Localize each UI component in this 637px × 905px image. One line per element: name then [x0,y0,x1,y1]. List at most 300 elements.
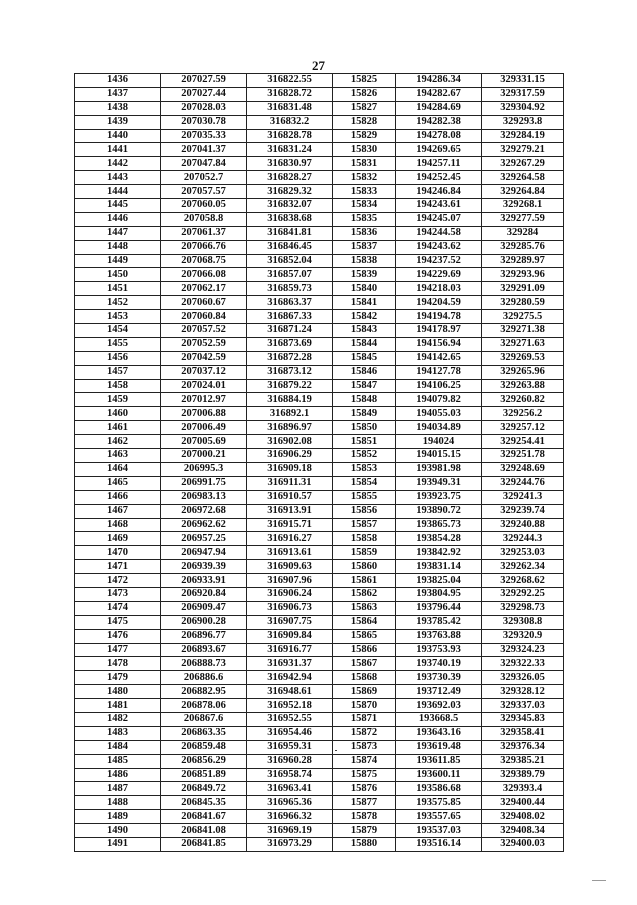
cell-point-a-y: 316942.94 [247,671,333,685]
table-row [75,824,564,838]
cell-point-b-x: 193600.11 [396,768,482,782]
cell-point-a-x: 207057.52 [161,324,247,338]
cell-point-b-id: 15842 [333,310,396,324]
cell-point-a-y: 316907.96 [247,574,333,588]
cell-point-a-id: 1488 [75,796,161,810]
cell-point-b-id: 15852 [333,449,396,463]
cell-point-a-x: 207006.88 [161,407,247,421]
cell-point-b-id: 15856 [333,504,396,518]
cell-point-a-id: 1463 [75,449,161,463]
table-row [75,365,564,379]
cell-point-b-x: 194252.45 [396,171,482,185]
cell-point-b-x: 194282.38 [396,115,482,129]
table-row [75,393,564,407]
cell-point-a-x: 207027.59 [161,74,247,88]
cell-point-b-x: 193516.14 [396,837,482,851]
cell-point-b-y: 329262.34 [482,560,564,574]
table-row [75,837,564,851]
cell-point-a-y: 316906.73 [247,601,333,615]
cell-point-b-x: 193643.16 [396,726,482,740]
table-row [75,657,564,671]
cell-point-b-x: 194284.69 [396,101,482,115]
cell-point-b-y: 329277.59 [482,212,564,226]
coordinate-table-body [75,74,564,852]
cell-point-b-y: 329253.03 [482,546,564,560]
cell-point-a-y: 316913.61 [247,546,333,560]
cell-point-a-x: 207024.01 [161,379,247,393]
cell-point-a-y: 316916.27 [247,532,333,546]
cell-point-a-x: 207030.78 [161,115,247,129]
cell-point-a-y: 316963.41 [247,782,333,796]
cell-point-b-y: 329304.92 [482,101,564,115]
cell-point-a-y: 316907.75 [247,615,333,629]
cell-point-b-y: 329324.23 [482,643,564,657]
cell-point-a-id: 1485 [75,754,161,768]
cell-point-b-x: 194218.03 [396,282,482,296]
table-row [75,435,564,449]
cell-point-a-id: 1486 [75,768,161,782]
cell-point-a-x: 206845.35 [161,796,247,810]
cell-point-a-y: 316909.84 [247,629,333,643]
cell-point-a-id: 1471 [75,560,161,574]
table-row [75,629,564,643]
cell-point-a-id: 1473 [75,587,161,601]
table-row [75,143,564,157]
cell-point-a-y: 316829.32 [247,185,333,199]
cell-point-b-x: 193586.68 [396,782,482,796]
cell-point-b-id: 15839 [333,268,396,282]
cell-point-a-x: 207060.67 [161,296,247,310]
cell-point-a-id: 1458 [75,379,161,393]
cell-point-a-id: 1444 [75,185,161,199]
cell-point-a-id: 1440 [75,129,161,143]
cell-point-a-id: 1449 [75,254,161,268]
cell-point-a-x: 207042.59 [161,351,247,365]
cell-point-a-x: 207035.33 [161,129,247,143]
cell-point-b-y: 329275.5 [482,310,564,324]
table-row [75,754,564,768]
cell-point-a-id: 1469 [75,532,161,546]
cell-point-b-y: 329256.2 [482,407,564,421]
cell-point-b-id: 15873 [333,740,396,754]
cell-point-a-x: 206939.39 [161,560,247,574]
cell-point-b-y: 329337.03 [482,699,564,713]
cell-point-a-x: 206841.08 [161,824,247,838]
table-row [75,685,564,699]
cell-point-a-x: 207000.21 [161,449,247,463]
cell-point-a-id: 1437 [75,87,161,101]
table-row [75,587,564,601]
cell-point-b-id: 15869 [333,685,396,699]
cell-point-a-x: 206920.84 [161,587,247,601]
cell-point-b-x: 194257.11 [396,157,482,171]
cell-point-b-id: 15870 [333,699,396,713]
cell-point-b-id: 15849 [333,407,396,421]
cell-point-a-y: 316954.46 [247,726,333,740]
table-row [75,810,564,824]
cell-point-b-id: 15858 [333,532,396,546]
cell-point-a-id: 1490 [75,824,161,838]
cell-point-a-id: 1461 [75,421,161,435]
cell-point-a-y: 316966.32 [247,810,333,824]
table-row [75,171,564,185]
cell-point-a-x: 207066.08 [161,268,247,282]
cell-point-b-x: 193611.85 [396,754,482,768]
cell-point-a-id: 1467 [75,504,161,518]
cell-point-a-x: 206983.13 [161,490,247,504]
cell-point-b-x: 194269.65 [396,143,482,157]
cell-point-b-y: 329293.8 [482,115,564,129]
cell-point-b-id: 15867 [333,657,396,671]
cell-point-a-x: 207052.7 [161,171,247,185]
cell-point-b-x: 194282.67 [396,87,482,101]
cell-point-b-x: 193890.72 [396,504,482,518]
cell-point-b-y: 329264.58 [482,171,564,185]
cell-point-a-y: 316863.37 [247,296,333,310]
cell-point-b-x: 194278.08 [396,129,482,143]
cell-point-a-id: 1455 [75,337,161,351]
table-row [75,726,564,740]
table-row [75,490,564,504]
cell-point-a-id: 1459 [75,393,161,407]
cell-point-b-x: 193692.03 [396,699,482,713]
table-row [75,212,564,226]
cell-point-a-x: 207012.97 [161,393,247,407]
cell-point-a-y: 316884.19 [247,393,333,407]
cell-point-b-y: 329280.59 [482,296,564,310]
cell-point-b-x: 193763.88 [396,629,482,643]
cell-point-a-x: 206841.67 [161,810,247,824]
cell-point-b-x: 194244.58 [396,226,482,240]
cell-point-a-id: 1446 [75,212,161,226]
table-row [75,240,564,254]
cell-point-a-x: 206909.47 [161,601,247,615]
cell-point-a-y: 316952.55 [247,712,333,726]
cell-point-b-y: 329376.34 [482,740,564,754]
scan-edge-mark [592,880,606,881]
cell-point-a-id: 1442 [75,157,161,171]
table-row [75,449,564,463]
cell-point-b-x: 194237.52 [396,254,482,268]
cell-point-a-x: 206893.67 [161,643,247,657]
cell-point-a-x: 206991.75 [161,476,247,490]
table-row [75,74,564,88]
cell-point-b-y: 329408.34 [482,824,564,838]
cell-point-b-x: 194156.94 [396,337,482,351]
cell-point-b-id: 15845 [333,351,396,365]
cell-point-b-x: 193865.73 [396,518,482,532]
cell-point-b-y: 329264.84 [482,185,564,199]
cell-point-a-id: 1454 [75,324,161,338]
cell-point-a-id: 1445 [75,199,161,213]
cell-point-b-id: 15827 [333,101,396,115]
table-row [75,574,564,588]
cell-point-a-y: 316857.07 [247,268,333,282]
table-row [75,671,564,685]
cell-point-b-id: 15864 [333,615,396,629]
cell-point-a-id: 1481 [75,699,161,713]
cell-point-b-y: 329292.25 [482,587,564,601]
cell-point-a-x: 207066.76 [161,240,247,254]
cell-point-b-y: 329251.78 [482,449,564,463]
cell-point-a-x: 207068.75 [161,254,247,268]
cell-point-b-x: 193740.19 [396,657,482,671]
cell-point-a-y: 316828.27 [247,171,333,185]
cell-point-a-x: 206900.28 [161,615,247,629]
cell-point-a-y: 316841.81 [247,226,333,240]
cell-point-b-x: 193923.75 [396,490,482,504]
cell-point-b-x: 194127.78 [396,365,482,379]
cell-point-a-x: 206896.77 [161,629,247,643]
cell-point-a-y: 316822.55 [247,74,333,88]
cell-point-b-y: 329326.05 [482,671,564,685]
cell-point-b-id: 15878 [333,810,396,824]
cell-point-a-y: 316872.28 [247,351,333,365]
cell-point-a-y: 316859.73 [247,282,333,296]
cell-point-a-x: 206859.48 [161,740,247,754]
cell-point-b-y: 329285.76 [482,240,564,254]
cell-point-b-id: 15855 [333,490,396,504]
table-row [75,782,564,796]
cell-point-b-id: 15859 [333,546,396,560]
cell-point-a-id: 1491 [75,837,161,851]
table-row [75,643,564,657]
table-row [75,421,564,435]
table-row [75,199,564,213]
cell-point-a-x: 207037.12 [161,365,247,379]
cell-point-a-id: 1443 [75,171,161,185]
cell-point-a-y: 316969.19 [247,824,333,838]
table-row [75,796,564,810]
cell-point-b-y: 329248.69 [482,462,564,476]
cell-point-b-id: 15830 [333,143,396,157]
cell-point-a-x: 207061.37 [161,226,247,240]
cell-point-b-y: 329257.12 [482,421,564,435]
cell-point-b-id: 15847 [333,379,396,393]
cell-point-a-x: 207041.37 [161,143,247,157]
cell-point-a-x: 206957.25 [161,532,247,546]
cell-point-b-x: 193854.28 [396,532,482,546]
cell-point-a-y: 316830.97 [247,157,333,171]
cell-point-b-id: 15834 [333,199,396,213]
cell-point-b-x: 194229.69 [396,268,482,282]
cell-point-a-id: 1479 [75,671,161,685]
cell-point-b-id: 15861 [333,574,396,588]
cell-point-b-id: 15835 [333,212,396,226]
cell-point-b-y: 329289.97 [482,254,564,268]
table-row [75,546,564,560]
cell-point-b-id: 15874 [333,754,396,768]
cell-point-a-y: 316960.28 [247,754,333,768]
cell-point-a-id: 1451 [75,282,161,296]
cell-point-a-y: 316916.77 [247,643,333,657]
cell-point-b-y: 329240.88 [482,518,564,532]
cell-point-a-y: 316867.33 [247,310,333,324]
cell-point-a-id: 1483 [75,726,161,740]
cell-point-a-id: 1477 [75,643,161,657]
cell-point-b-x: 194245.07 [396,212,482,226]
cell-point-b-y: 329284.19 [482,129,564,143]
cell-point-a-y: 316871.24 [247,324,333,338]
cell-point-b-x: 194106.25 [396,379,482,393]
cell-point-b-y: 329322.33 [482,657,564,671]
cell-point-b-y: 329254.41 [482,435,564,449]
table-row [75,101,564,115]
table-row [75,129,564,143]
cell-point-a-id: 1448 [75,240,161,254]
cell-point-b-x: 193668.5 [396,712,482,726]
cell-point-b-id: 15825 [333,74,396,88]
table-row [75,268,564,282]
cell-point-b-id: 15829 [333,129,396,143]
cell-point-a-y: 316896.97 [247,421,333,435]
table-row [75,351,564,365]
cell-point-b-id: 15831 [333,157,396,171]
cell-point-b-id: 15877 [333,796,396,810]
cell-point-b-y: 329317.59 [482,87,564,101]
cell-point-a-id: 1465 [75,476,161,490]
cell-point-b-x: 194204.59 [396,296,482,310]
cell-point-a-y: 316931.37 [247,657,333,671]
cell-point-a-id: 1447 [75,226,161,240]
cell-point-b-y: 329320.9 [482,629,564,643]
cell-point-a-x: 206841.85 [161,837,247,851]
cell-point-b-x: 193796.44 [396,601,482,615]
page-number: 27 [312,58,325,73]
cell-point-b-id: 15851 [333,435,396,449]
cell-point-b-x: 194194.78 [396,310,482,324]
cell-point-a-id: 1478 [75,657,161,671]
cell-point-a-y: 316973.29 [247,837,333,851]
cell-point-a-x: 206947.94 [161,546,247,560]
cell-point-b-x: 193981.98 [396,462,482,476]
cell-point-b-x: 194243.61 [396,199,482,213]
table-row [75,476,564,490]
cell-point-a-x: 206851.89 [161,768,247,782]
cell-point-a-x: 206933.91 [161,574,247,588]
cell-point-a-id: 1484 [75,740,161,754]
cell-point-b-x: 193804.95 [396,587,482,601]
cell-point-a-id: 1480 [75,685,161,699]
cell-point-b-y: 329393.4 [482,782,564,796]
cell-point-a-x: 207028.03 [161,101,247,115]
table-row [75,601,564,615]
cell-point-b-id: 15846 [333,365,396,379]
cell-point-a-id: 1441 [75,143,161,157]
cell-point-b-id: 15879 [333,824,396,838]
cell-point-b-y: 329263.88 [482,379,564,393]
cell-point-a-x: 206863.35 [161,726,247,740]
stray-dot [335,750,337,751]
cell-point-b-y: 329279.21 [482,143,564,157]
table-row [75,324,564,338]
cell-point-b-y: 329331.15 [482,74,564,88]
table-row [75,185,564,199]
cell-point-b-y: 329389.79 [482,768,564,782]
cell-point-b-y: 329244.3 [482,532,564,546]
cell-point-b-id: 15860 [333,560,396,574]
cell-point-a-x: 206972.68 [161,504,247,518]
cell-point-b-id: 15872 [333,726,396,740]
cell-point-b-y: 329244.76 [482,476,564,490]
cell-point-b-id: 15875 [333,768,396,782]
cell-point-a-id: 1466 [75,490,161,504]
cell-point-b-id: 15843 [333,324,396,338]
cell-point-a-x: 206856.29 [161,754,247,768]
cell-point-b-x: 194024 [396,435,482,449]
cell-point-b-id: 15844 [333,337,396,351]
cell-point-b-id: 15837 [333,240,396,254]
table-row [75,337,564,351]
cell-point-b-id: 15862 [333,587,396,601]
cell-point-a-id: 1472 [75,574,161,588]
cell-point-a-x: 207058.8 [161,212,247,226]
cell-point-a-x: 207027.44 [161,87,247,101]
cell-point-a-y: 316838.68 [247,212,333,226]
cell-point-b-id: 15838 [333,254,396,268]
cell-point-a-y: 316952.18 [247,699,333,713]
cell-point-b-id: 15871 [333,712,396,726]
cell-point-a-y: 316965.36 [247,796,333,810]
cell-point-a-x: 206886.6 [161,671,247,685]
cell-point-b-y: 329271.38 [482,324,564,338]
cell-point-b-id: 15876 [333,782,396,796]
cell-point-a-y: 316909.18 [247,462,333,476]
cell-point-b-id: 15828 [333,115,396,129]
cell-point-a-x: 207060.05 [161,199,247,213]
cell-point-b-x: 193842.92 [396,546,482,560]
cell-point-a-y: 316913.91 [247,504,333,518]
cell-point-b-x: 193825.04 [396,574,482,588]
cell-point-b-y: 329345.83 [482,712,564,726]
cell-point-a-id: 1457 [75,365,161,379]
cell-point-a-x: 207060.84 [161,310,247,324]
cell-point-a-x: 206882.95 [161,685,247,699]
cell-point-b-id: 15850 [333,421,396,435]
cell-point-b-y: 329408.02 [482,810,564,824]
cell-point-a-y: 316902.08 [247,435,333,449]
table-row [75,379,564,393]
cell-point-b-x: 193537.03 [396,824,482,838]
cell-point-a-id: 1475 [75,615,161,629]
cell-point-b-id: 15857 [333,518,396,532]
cell-point-a-y: 316828.78 [247,129,333,143]
cell-point-a-y: 316832.2 [247,115,333,129]
cell-point-b-x: 193575.85 [396,796,482,810]
table-row [75,407,564,421]
cell-point-a-id: 1468 [75,518,161,532]
table-row [75,157,564,171]
cell-point-a-id: 1439 [75,115,161,129]
cell-point-a-x: 207052.59 [161,337,247,351]
table-row [75,296,564,310]
cell-point-a-y: 316958.74 [247,768,333,782]
cell-point-b-id: 15865 [333,629,396,643]
cell-point-b-y: 329260.82 [482,393,564,407]
cell-point-b-x: 193753.93 [396,643,482,657]
cell-point-b-id: 15863 [333,601,396,615]
cell-point-a-x: 206878.06 [161,699,247,713]
cell-point-b-id: 15880 [333,837,396,851]
cell-point-b-id: 15854 [333,476,396,490]
cell-point-b-y: 329328.12 [482,685,564,699]
cell-point-b-y: 329400.44 [482,796,564,810]
cell-point-a-x: 206995.3 [161,462,247,476]
cell-point-b-x: 194079.82 [396,393,482,407]
cell-point-b-x: 194034.89 [396,421,482,435]
table-row [75,310,564,324]
cell-point-a-y: 316906.29 [247,449,333,463]
